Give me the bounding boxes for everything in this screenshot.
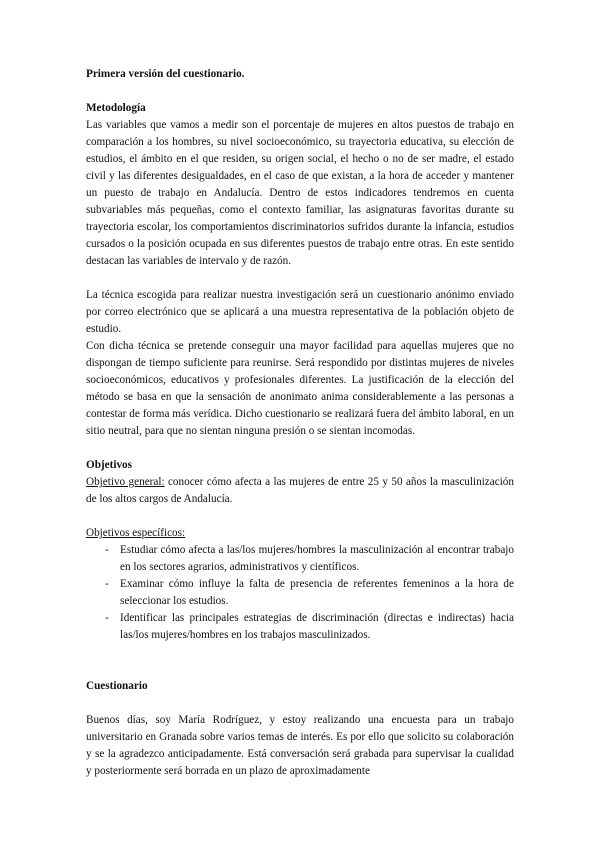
objetivo-general-label: Objetivo general: [86,476,165,488]
spacer [86,83,514,100]
cuestionario-paragraph-1: Buenos días, soy María Rodríguez, y estoy realizando una encuesta para un trabajo universitario en Granada sobre varios temas de interés. Es por ello que solicito su colaboración y se la agradezco anticipadamente. Está conversación será grabada para supervisar la cualidad y posteriormente será borrada en un plazo de aproximadamente [86,714,514,777]
list-item [86,542,514,576]
objetivo-general [86,474,514,508]
dash-bullet: - [105,544,109,556]
objetivos-heading: Objetivos [86,459,132,471]
spacer [86,695,514,712]
document-title: Primera versión del cuestionario. [86,68,245,80]
spacer [86,270,514,287]
list-item-text: Identificar las principales estrategias de discriminación (directas e indirectas) hacia las/los mujeres/hombres en los trabajos masculinizados. [120,612,514,641]
objetivos-especificos-label: Objetivos específicos: [86,527,186,539]
list-item [86,576,514,610]
spacer [86,440,514,457]
metodologia-paragraph-3: Con dicha técnica se pretende conseguir una mayor facilidad para aquellas mujeres que no dispongan de tiempo suficiente para reunirse. Será respondido por distintas mujeres de niveles socioeconómicos, educativos y profesionales diferentes. La justificación de la elección del método se basa en que la sensación de anonimato anima considerablemente a las personas a contestar de forma más verídica. Dicho cuestionario se realizará fuera del ámbito laboral, en un sitio neutral, para que no sientan ninguna presión o se sientan incomodas. [86,340,514,437]
objetivo-general-text: conocer cómo afecta a las mujeres de entre 25 y 50 años la masculinización de los altos cargos de Andalucía. [86,476,514,505]
metodologia-heading: Metodología [86,102,146,114]
list-item-text: Examinar cómo influye la falta de presencia de referentes femeninos a la hora de seleccionar los estudios. [120,578,514,607]
metodologia-paragraph-2: La técnica escogida para realizar nuestra investigación será un cuestionario anónimo enviado por correo electrónico que se aplicará a una muestra representativa de la población objeto de estudio. [86,289,514,335]
list-item-text: Estudiar cómo afecta a las/los mujeres/hombres la masculinización al encontrar trabajo en los sectores agrarios, administrativos y científicos. [120,544,514,573]
cuestionario-heading: Cuestionario [86,680,148,692]
dash-bullet: - [105,612,109,624]
metodologia-paragraph-1: Las variables que vamos a medir son el porcentaje de mujeres en altos puestos de trabajo en comparación a los hombres, su nivel socioeconómico, su trayectoria educativa, su elección de estudios, el ámbito en el que residen, su origen social, el hecho o no de ser madre, el estado civil y las diferentes desigualdades, en el caso de que existan, a la hora de acceder y mantener un puesto de trabajo en Andalucía. Dentro de estos indicadores tendremos en cuenta subvariables más pequeñas, como el contexto familiar, las asignaturas favoritas durante su trayectoria escolar, los comportamientos discriminatorios sufridos durante la infancia, estudios cursados o la posición ocupada en sus diferentes puestos de trabajo entre otras. En este sentido destacan las variables de intervalo y de razón. [86,119,514,267]
spacer [86,508,514,525]
spacer [86,644,514,678]
dash-bullet: - [105,578,109,590]
list-item [86,610,514,644]
objetivos-especificos-list [86,542,514,644]
